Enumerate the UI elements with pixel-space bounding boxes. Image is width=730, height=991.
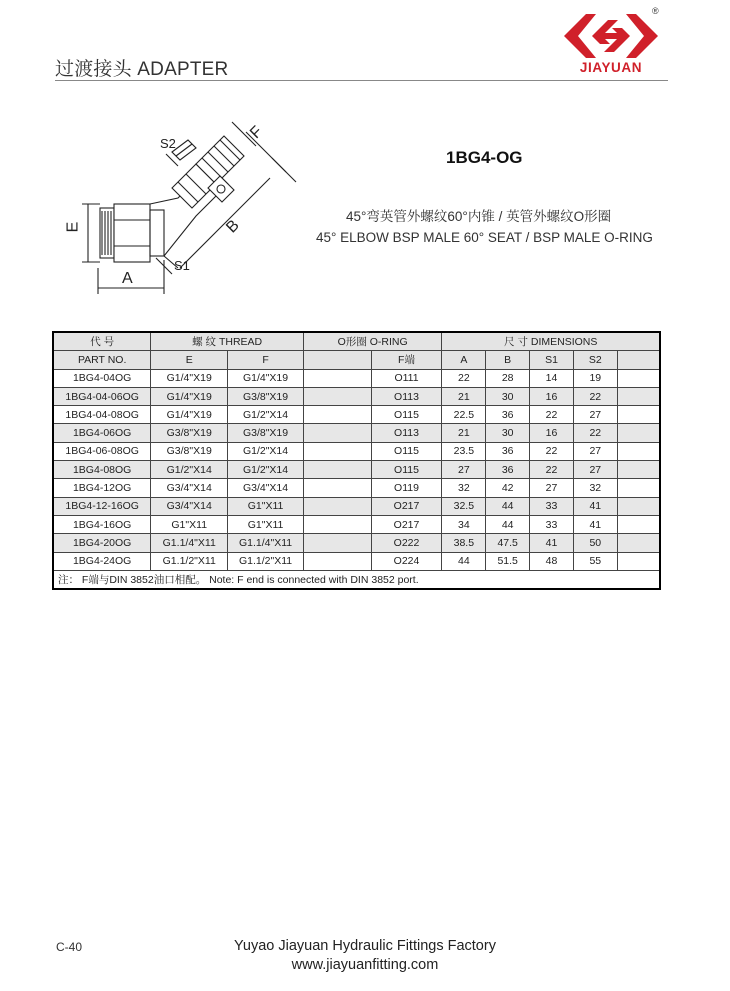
table-row: [53, 406, 660, 424]
company-logo: [556, 6, 666, 78]
cell-oring-blank: [303, 515, 371, 533]
cell-thread-f: G1/2"X14: [228, 461, 304, 479]
cell-part-no: 1BG4-08OG: [53, 461, 151, 479]
header-e: E: [151, 351, 228, 369]
cell-dim-a: 44: [442, 552, 486, 570]
cell-dim-a: 27: [442, 461, 486, 479]
cell-extra: [617, 534, 660, 552]
cell-thread-e: G1/4"X19: [151, 387, 228, 405]
cell-thread-e: G3/4"X14: [151, 497, 228, 515]
table-row: [53, 479, 660, 497]
header-part-cn: 代 号: [53, 332, 151, 351]
header-b: B: [486, 351, 530, 369]
label-e: E: [64, 221, 82, 233]
cell-thread-f: G3/4"X14: [228, 479, 304, 497]
label-s2: S2: [160, 136, 176, 151]
cell-dim-b: 30: [486, 424, 530, 442]
cell-oring-f-end: O113: [371, 387, 442, 405]
table-row: [53, 552, 660, 570]
table-header-row-1: [53, 332, 660, 351]
cell-dim-s2: 19: [573, 369, 617, 387]
cell-thread-f: G1/4"X19: [228, 369, 304, 387]
cell-dim-s1: 33: [530, 497, 574, 515]
cell-oring-f-end: O224: [371, 552, 442, 570]
cell-dim-s2: 41: [573, 515, 617, 533]
cell-oring-f-end: O115: [371, 442, 442, 460]
cell-dim-s2: 27: [573, 461, 617, 479]
header-oring: O形圈 O-RING: [303, 332, 441, 351]
cell-thread-e: G1/2"X14: [151, 461, 228, 479]
logo-wordmark: JIAYUAN: [579, 60, 643, 75]
product-description-cn: 45°弯英管外螺纹60°内锥 / 英管外螺纹O形圈: [346, 209, 612, 224]
cell-dim-s2: 27: [573, 442, 617, 460]
table-note: 注： F端与DIN 3852油口相配。 Note: F end is connected with DIN 3852 port.: [53, 570, 660, 589]
cell-dim-b: 28: [486, 369, 530, 387]
cell-part-no: 1BG4-20OG: [53, 534, 151, 552]
header-thread: 螺 纹 THREAD: [151, 332, 304, 351]
cell-thread-e: G3/8"X19: [151, 424, 228, 442]
cell-extra: [617, 369, 660, 387]
cell-oring-blank: [303, 461, 371, 479]
cell-dim-a: 32.5: [442, 497, 486, 515]
cell-dim-s1: 33: [530, 515, 574, 533]
header-oring-blank: [303, 351, 371, 369]
cell-thread-f: G1/2"X14: [228, 442, 304, 460]
cell-oring-blank: [303, 442, 371, 460]
table-row: [53, 424, 660, 442]
cell-thread-e: G3/8"X19: [151, 442, 228, 460]
cell-part-no: 1BG4-12OG: [53, 479, 151, 497]
cell-dim-s1: 22: [530, 442, 574, 460]
header-f: F: [228, 351, 304, 369]
cell-part-no: 1BG4-04OG: [53, 369, 151, 387]
cell-dim-b: 47.5: [486, 534, 530, 552]
header-divider: [55, 80, 668, 81]
cell-dim-s1: 16: [530, 387, 574, 405]
cell-oring-f-end: O115: [371, 461, 442, 479]
cell-oring-blank: [303, 497, 371, 515]
cell-extra: [617, 406, 660, 424]
cell-dim-s2: 41: [573, 497, 617, 515]
cell-extra: [617, 515, 660, 533]
registered-mark: ®: [652, 6, 659, 16]
dimensions-table: [52, 331, 661, 590]
cell-dim-s2: 50: [573, 534, 617, 552]
cell-extra: [617, 479, 660, 497]
cell-oring-f-end: O115: [371, 406, 442, 424]
cell-extra: [617, 387, 660, 405]
product-code: 1BG4-OG: [446, 148, 523, 167]
cell-dim-b: 42: [486, 479, 530, 497]
table-note-row: [53, 570, 660, 589]
cell-dim-b: 36: [486, 442, 530, 460]
label-f: F: [247, 123, 267, 143]
cell-dim-a: 22: [442, 369, 486, 387]
cell-thread-f: G1.1/2"X11: [228, 552, 304, 570]
cell-dim-b: 44: [486, 515, 530, 533]
table-row: [53, 497, 660, 515]
cell-dim-b: 51.5: [486, 552, 530, 570]
cell-oring-blank: [303, 424, 371, 442]
cell-dim-s1: 22: [530, 461, 574, 479]
cell-dim-a: 32: [442, 479, 486, 497]
label-s1: S1: [174, 258, 190, 273]
page-header-title: 过渡接头 ADAPTER: [55, 59, 229, 80]
cell-dim-b: 44: [486, 497, 530, 515]
header-part-no: PART NO.: [53, 351, 151, 369]
cell-extra: [617, 442, 660, 460]
table-row: [53, 387, 660, 405]
page-number: C-40: [56, 940, 83, 954]
cell-oring-f-end: O111: [371, 369, 442, 387]
cell-dim-s1: 27: [530, 479, 574, 497]
cell-oring-blank: [303, 552, 371, 570]
table-row: [53, 369, 660, 387]
cell-thread-e: G1.1/4"X11: [151, 534, 228, 552]
cell-thread-f: G1"X11: [228, 497, 304, 515]
cell-dim-a: 23.5: [442, 442, 486, 460]
cell-thread-f: G1/2"X14: [228, 406, 304, 424]
cell-extra: [617, 461, 660, 479]
cell-dim-a: 21: [442, 387, 486, 405]
cell-dim-a: 34: [442, 515, 486, 533]
label-a: A: [122, 270, 133, 287]
cell-thread-f: G1.1/4"X11: [228, 534, 304, 552]
cell-dim-a: 38.5: [442, 534, 486, 552]
cell-oring-f-end: O119: [371, 479, 442, 497]
cell-dim-s2: 22: [573, 424, 617, 442]
cell-thread-f: G3/8"X19: [228, 424, 304, 442]
cell-oring-f-end: O217: [371, 497, 442, 515]
cell-dim-s1: 14: [530, 369, 574, 387]
cell-part-no: 1BG4-06OG: [53, 424, 151, 442]
cell-dim-s2: 32: [573, 479, 617, 497]
cell-dim-s1: 16: [530, 424, 574, 442]
cell-part-no: 1BG4-24OG: [53, 552, 151, 570]
label-b: B: [223, 216, 243, 237]
cell-part-no: 1BG4-04-08OG: [53, 406, 151, 424]
cell-dim-s2: 55: [573, 552, 617, 570]
cell-oring-f-end: O217: [371, 515, 442, 533]
header-dimensions: 尺 寸 DIMENSIONS: [442, 332, 660, 351]
cell-oring-blank: [303, 369, 371, 387]
cell-oring-blank: [303, 387, 371, 405]
cell-oring-blank: [303, 534, 371, 552]
cell-part-no: 1BG4-06-08OG: [53, 442, 151, 460]
header-a: A: [442, 351, 486, 369]
cell-thread-e: G1/4"X19: [151, 369, 228, 387]
cell-dim-s2: 27: [573, 406, 617, 424]
cell-thread-f: G3/8"X19: [228, 387, 304, 405]
cell-dim-a: 22.5: [442, 406, 486, 424]
cell-extra: [617, 424, 660, 442]
cell-oring-f-end: O113: [371, 424, 442, 442]
header-s2: S2: [573, 351, 617, 369]
cell-extra: [617, 552, 660, 570]
footer-company: Yuyao Jiayuan Hydraulic Fittings Factory: [234, 938, 496, 954]
cell-oring-blank: [303, 406, 371, 424]
cell-thread-e: G1.1/2"X11: [151, 552, 228, 570]
product-description-en: 45° ELBOW BSP MALE 60° SEAT / BSP MALE O-RING: [316, 230, 653, 245]
cell-part-no: 1BG4-12-16OG: [53, 497, 151, 515]
table-row: [53, 442, 660, 460]
table-header-row-2: [53, 351, 660, 369]
header-f-end: F端: [371, 351, 442, 369]
footer-website: www.jiayuanfitting.com: [291, 957, 439, 973]
cell-dim-a: 21: [442, 424, 486, 442]
cell-dim-s1: 41: [530, 534, 574, 552]
table-row: [53, 515, 660, 533]
cell-part-no: 1BG4-04-06OG: [53, 387, 151, 405]
cell-dim-b: 30: [486, 387, 530, 405]
header-extra: [617, 351, 660, 369]
cell-oring-f-end: O222: [371, 534, 442, 552]
logo-diamond-icon: [556, 6, 666, 62]
cell-dim-s1: 48: [530, 552, 574, 570]
cell-dim-b: 36: [486, 406, 530, 424]
cell-thread-f: G1"X11: [228, 515, 304, 533]
header-s1: S1: [530, 351, 574, 369]
cell-oring-blank: [303, 479, 371, 497]
fitting-drawing: [60, 118, 300, 298]
cell-thread-e: G3/4"X14: [151, 479, 228, 497]
cell-extra: [617, 497, 660, 515]
cell-dim-s2: 22: [573, 387, 617, 405]
cell-thread-e: G1/4"X19: [151, 406, 228, 424]
cell-dim-b: 36: [486, 461, 530, 479]
cell-dim-s1: 22: [530, 406, 574, 424]
table-row: [53, 461, 660, 479]
cell-part-no: 1BG4-16OG: [53, 515, 151, 533]
cell-thread-e: G1"X11: [151, 515, 228, 533]
table-row: [53, 534, 660, 552]
